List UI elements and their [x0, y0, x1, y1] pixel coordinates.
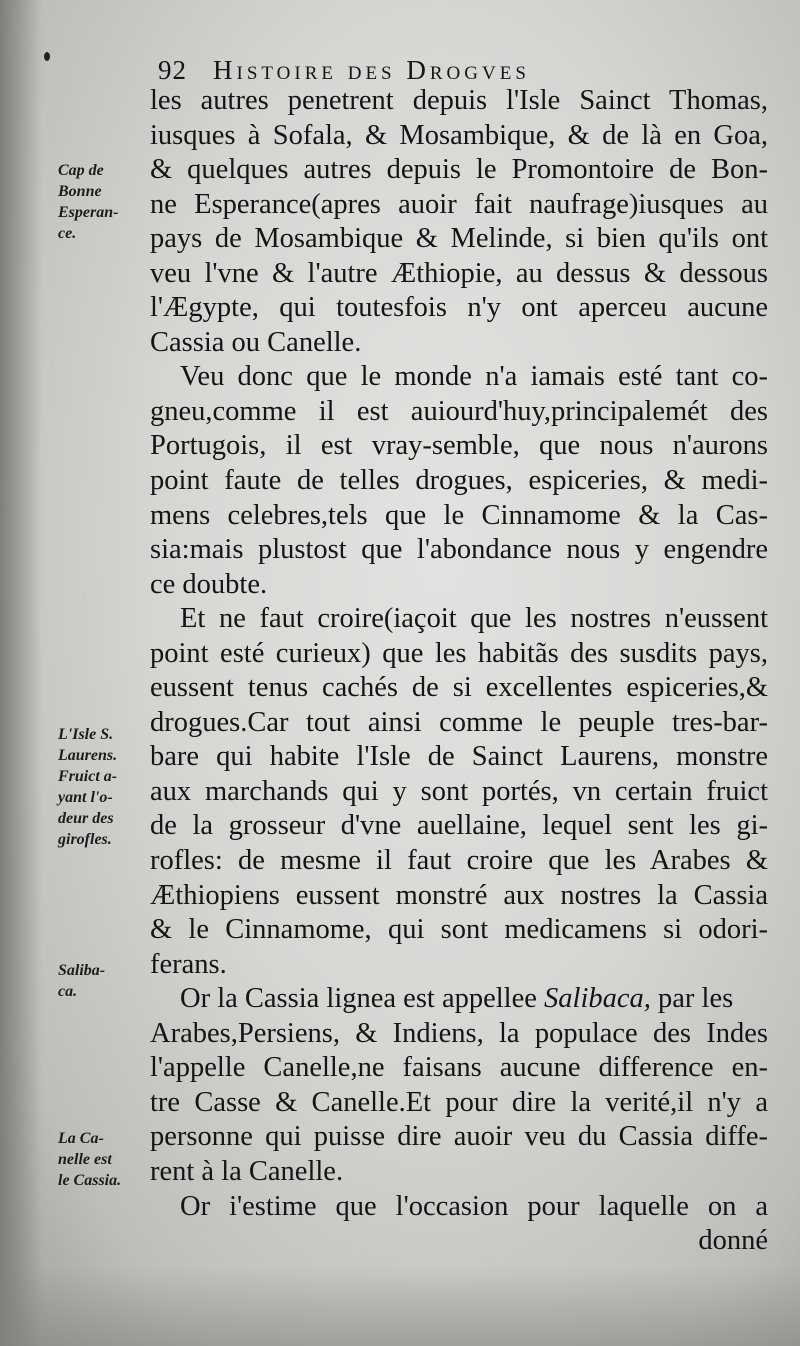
text-line: veu l'vne & l'autre Æthiopie, au dessus & dessous — [150, 257, 768, 289]
text-line: & quelques autres depuis le Promontoire de Bon- — [150, 154, 768, 186]
margin-note-isle-s-laurens: L'Isle S. Laurens. Fruict a- yant l'o- deur des girofles. — [58, 726, 118, 848]
italic-term: Salibaca, — [544, 983, 651, 1015]
body-text — [150, 84, 768, 1259]
text-line: gneu,comme il est auiourd'huy,principalemét des — [150, 395, 768, 427]
margin-note-salibaca: Saliba- ca. — [58, 962, 106, 1000]
bottom-shadow — [0, 1266, 800, 1346]
text-line: sia:mais plustost que l'abondance nous y engendre — [150, 534, 768, 566]
text-line: & le Cinnamome, qui sont medicamens si odori- — [150, 914, 768, 946]
text-line: rent à la Canelle. — [150, 1155, 344, 1187]
catchword: donné — [698, 1225, 768, 1257]
running-head — [158, 52, 678, 88]
running-title: Histoire des Drogves — [213, 55, 530, 85]
gutter-shadow — [0, 0, 42, 1346]
text-line: l'appelle Canelle,ne faisans aucune difference en- — [150, 1052, 768, 1084]
text-line: Portugois, il est vray-semble, que nous n'aurons — [150, 430, 768, 462]
text-line: de la grosseur d'vne auellaine, lequel sent les gi- — [150, 810, 768, 842]
text-line: Or i'estime que l'occasion pour laquelle on a — [180, 1190, 768, 1222]
text-line: rofles: de mesme il faut croire que les Arabes & — [150, 845, 768, 877]
text-line: eussent tenus cachés de si excellentes espiceries,& — [150, 672, 768, 704]
text-line: point esté curieux) que les habitãs des susdits pays, — [150, 637, 768, 669]
text-line: drogues.Car tout ainsi comme le peuple tres-bar- — [150, 706, 768, 738]
text-line: Cassia ou Canelle. — [150, 326, 362, 358]
page-number: 92 — [158, 55, 187, 85]
text-line: bare qui habite l'Isle de Sainct Laurens, monstre — [150, 741, 768, 773]
text-line: point faute de telles drogues, espiceries, & medi- — [150, 465, 768, 497]
text-line: l'Ægypte, qui toutesfois n'y ont aperceu aucune — [150, 292, 768, 324]
text-line: Veu donc que le monde n'a iamais esté tant co- — [180, 361, 768, 393]
margin-note-cap-de-bonne-esperance: Cap de Bonne Esperan- ce. — [58, 162, 119, 242]
text-line: pays de Mosambique & Melinde, si bien qu'ils ont — [150, 223, 768, 255]
text-line: mens celebres,tels que le Cinnamome & la Cas- — [150, 499, 768, 531]
text-line: les autres penetrent depuis l'Isle Sainct Thomas, — [150, 85, 768, 116]
text-line: Et ne faut croire(iaçoit que les nostres n'eussent — [180, 603, 768, 635]
text-line: Arabes,Persiens, & Indiens, la populace des Indes — [150, 1017, 768, 1049]
text-line: Æthiopiens eussent monstré aux nostres la Cassia — [150, 879, 768, 911]
text-line-salibaca: Or la Cassia lignea est appellee Salibaca, par les — [180, 983, 734, 1015]
text-line: ne Esperance(apres auoir fait naufrage)iusques au — [150, 188, 768, 220]
text-line: iusques à Sofala, & Mosambique, & de là en Goa, — [150, 119, 768, 151]
text-line: ferans. — [150, 948, 227, 980]
text-line: tre Casse & Canelle.Et pour dire la verité,il n'y a — [150, 1086, 768, 1118]
text-line: ce doubte. — [150, 568, 268, 600]
margin-note-la-canelle: La Ca- nelle est le Cassia. — [58, 1130, 122, 1189]
text-line: aux marchands qui y sont portés, vn certain fruict — [150, 775, 768, 807]
ink-spot — [44, 52, 50, 61]
text-line: personne qui puisse dire auoir veu du Cassia diffe- — [150, 1121, 768, 1153]
